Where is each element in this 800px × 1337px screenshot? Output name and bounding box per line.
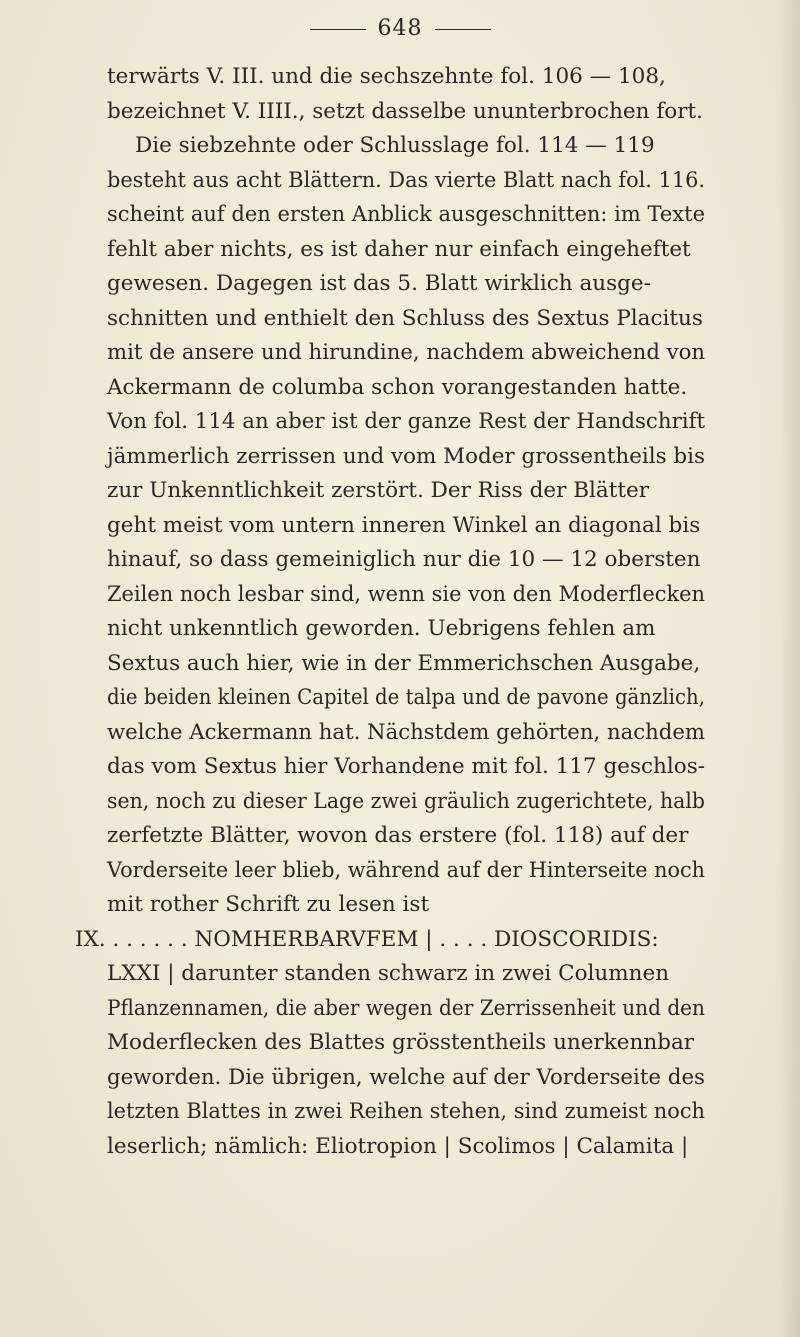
text-line: Ackermann de columba schon vorangestanden hatte. (107, 374, 688, 400)
header-rule-left (310, 29, 366, 30)
text-line: gewesen. Dagegen ist das 5. Blatt wirklich ausge- (107, 271, 651, 296)
text-line: sen, noch zu dieser Lage zwei gräulich zugerichtete, halb (107, 788, 705, 814)
text-line: geworden. Die übrigen, welche auf der Vorderseite des (107, 1064, 706, 1090)
text-line: geht meist vom untern inneren Winkel an diagonal bis (107, 512, 701, 538)
text-line: jämmerlich zerrissen und vom Moder grossentheils bis (107, 443, 706, 469)
text-line: Von fol. 114 an aber ist der ganze Rest der Handschrift (107, 409, 706, 434)
text-line: Moderflecken des Blattes grösstentheils unerkennbar (107, 1030, 695, 1055)
text-line: scheint auf den ersten Anblick ausgeschnitten: im Texte (107, 202, 706, 227)
text-line: hinauf, so dass gemeiniglich nur die 10 — 12 obersten (107, 547, 701, 572)
text-line: zur Unkenntlichkeit zerstört. Der Riss der Blätter (107, 478, 650, 503)
text-line: mit de ansere und hirundine, nachdem abweichend von (107, 340, 705, 365)
text-line: zerfetzte Blätter, wovon das erstere (fol. 118) auf der (107, 823, 689, 848)
text-line: mit rother Schrift zu lesen ist (107, 892, 430, 917)
text-line: terwärts V. III. und die sechszehnte fol. 106 — 108, (107, 64, 666, 89)
text-line: Pflanzennamen, die aber wegen der Zerrissenheit und den (107, 995, 705, 1021)
text-line: Vorderseite leer blieb, während auf der Hinterseite noch (107, 857, 705, 883)
text-line: die beiden kleinen Capitel de talpa und de pavone gänzlich, (107, 685, 705, 710)
text-line: IX. . . . . . . NOMHERBARVFEM | . . . . DIOSCORIDIS: (75, 926, 659, 952)
text-line: leserlich; nämlich: Eliotropion | Scolimos | Calamita | (107, 1133, 689, 1159)
text-line: nicht unkenntlich geworden. Uebrigens fehlen am (107, 616, 656, 641)
text-line: fehlt aber nichts, es ist daher nur einfach eingeheftet (107, 236, 691, 262)
text-line: schnitten und enthielt den Schluss des Sextus Placitus (107, 305, 703, 331)
page-header (0, 16, 800, 41)
text-line: Die siebzehnte oder Schlusslage fol. 114 — 119 (135, 133, 655, 158)
text-line: bezeichnet V. IIII., setzt dasselbe ununterbrochen fort. (107, 98, 703, 124)
header-rule-right (435, 29, 491, 30)
text-line: das vom Sextus hier Vorhandene mit fol. 117 geschlos- (107, 754, 706, 779)
text-line: LXXI | darunter standen schwarz in zwei Columnen (107, 961, 670, 986)
text-line: Zeilen noch lesbar sind, wenn sie von den Moderflecken (107, 581, 706, 607)
page-number: 648 (377, 16, 423, 41)
text-line: letzten Blattes in zwei Reihen stehen, sind zumeist noch (107, 1099, 706, 1124)
text-line: besteht aus acht Blättern. Das vierte Blatt nach fol. 116. (107, 167, 705, 193)
text-line: welche Ackermann hat. Nächstdem gehörten, nachdem (107, 719, 706, 745)
text-line: Sextus auch hier, wie in der Emmerichschen Ausgabe, (107, 650, 701, 676)
